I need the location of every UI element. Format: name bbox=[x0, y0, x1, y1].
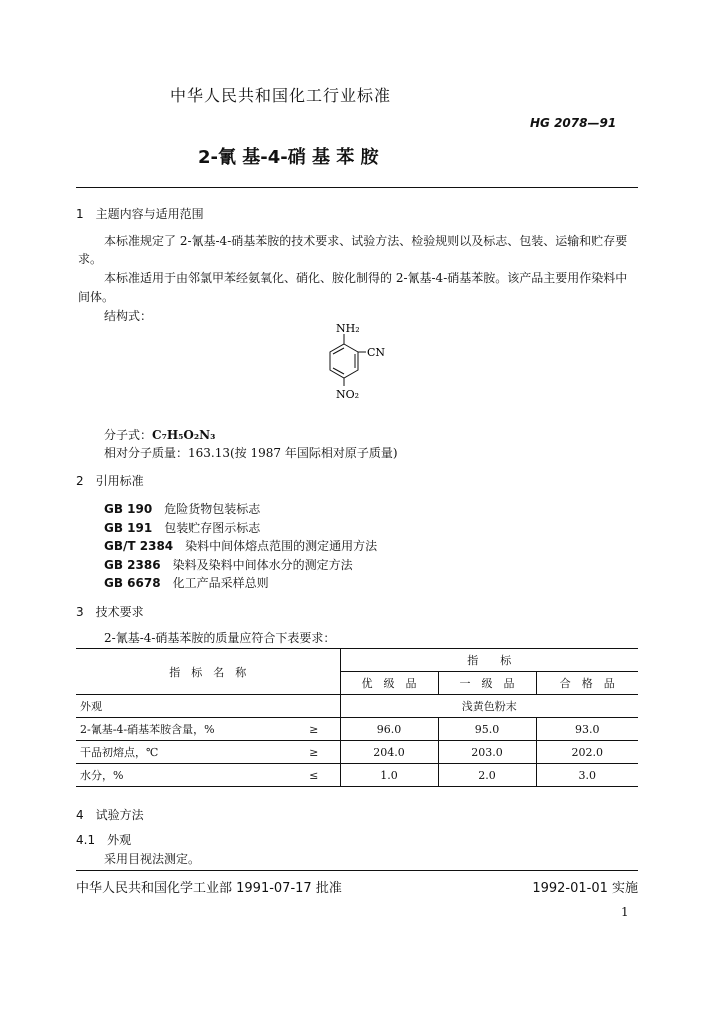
molecular-formula: C₇H₅O₂N₃ bbox=[152, 428, 216, 442]
row-name: 外观 bbox=[80, 700, 102, 713]
row-value: 202.0 bbox=[571, 745, 603, 759]
reference-name: 包装贮存图示标志 bbox=[164, 520, 261, 535]
section-4-1-text: 采用目视法测定。 bbox=[104, 852, 201, 866]
grade-premium: 优 级 品 bbox=[340, 672, 438, 695]
molecular-mass: 相对分子质量：163.13(按 1987 年国际相对原子质量) bbox=[104, 446, 398, 460]
document-title: 2-氰 基-4-硝 基 苯 胺 bbox=[198, 147, 379, 168]
reference-name: 染料中间体熔点范围的测定通用方法 bbox=[185, 539, 378, 553]
row-name: 干品初熔点，℃ bbox=[80, 746, 159, 759]
quality-table bbox=[76, 648, 638, 787]
reference-name: 危险货物包装标志 bbox=[164, 502, 261, 516]
standard-code: HG 2078—91 bbox=[530, 116, 617, 130]
section-1-para1-line1: 本标准规定了 2-氰基-4-硝基苯胺的技术要求、试验方法、检验规则以及标志、包装、运输和贮存要 bbox=[104, 234, 628, 248]
formula-line bbox=[104, 426, 215, 443]
cn-label: CN bbox=[367, 346, 386, 359]
table-row bbox=[76, 741, 638, 764]
row-value: 3.0 bbox=[578, 768, 596, 782]
row-value: 96.0 bbox=[340, 718, 438, 741]
reference-code: GB 190 bbox=[104, 502, 153, 516]
reference-name: 染料及染料中间体水分的测定方法 bbox=[172, 557, 353, 572]
row-op: ≥ bbox=[288, 741, 340, 764]
section-2-heading: 2 引用标准 bbox=[76, 474, 144, 488]
reference-code: GB 191 bbox=[104, 520, 153, 535]
reference-code: GB 2386 bbox=[104, 557, 161, 572]
structure-label: 结构式： bbox=[104, 309, 153, 323]
table-header-name: 指 标 名 称 bbox=[76, 649, 340, 695]
approval-line: 中华人民共和国化学工业部 1991-07-17 批准 bbox=[76, 881, 342, 896]
row-op: ≤ bbox=[288, 764, 340, 787]
row-name: 2-氰基-4-硝基苯胺含量，% bbox=[80, 723, 215, 736]
issuer-title: 中华人民共和国化工行业标准 bbox=[170, 86, 392, 105]
row-value: 95.0 bbox=[438, 718, 536, 741]
row-value: 1.0 bbox=[340, 764, 438, 787]
effective-date: 1992-01-01 实施 bbox=[532, 881, 638, 896]
section-4-heading: 4 试验方法 bbox=[76, 808, 144, 822]
reference-item bbox=[104, 556, 377, 575]
reference-item bbox=[104, 537, 377, 556]
grade-qualified: 合 格 品 bbox=[536, 672, 638, 695]
table-row bbox=[76, 764, 638, 787]
reference-code: GB/T 2384 bbox=[104, 539, 174, 553]
section-1-para1-line2: 求。 bbox=[78, 252, 103, 266]
table-intro: 2-氰基-4-硝基苯胺的质量应符合下表要求： bbox=[104, 631, 336, 645]
formula-label: 分子式： bbox=[104, 428, 153, 442]
reference-list bbox=[104, 500, 377, 593]
reference-item bbox=[104, 500, 377, 519]
row-op bbox=[288, 695, 340, 718]
no2-label: NO₂ bbox=[336, 388, 360, 401]
section-1-para2-line2: 间体。 bbox=[78, 290, 115, 304]
section-3-heading: 3 技术要求 bbox=[76, 605, 144, 619]
section-4-1-heading: 4.1 外观 bbox=[76, 833, 132, 847]
row-op: ≥ bbox=[288, 718, 340, 741]
reference-item bbox=[104, 574, 377, 593]
row-value: 204.0 bbox=[340, 741, 438, 764]
row-value: 2.0 bbox=[438, 764, 536, 787]
grade-first: 一 级 品 bbox=[438, 672, 536, 695]
reference-item bbox=[104, 519, 377, 538]
row-merged-value: 浅黄色粉末 bbox=[461, 700, 517, 713]
reference-name: 化工产品采样总则 bbox=[172, 576, 269, 590]
nh2-label: NH₂ bbox=[336, 322, 360, 335]
section-1-heading: 1 主题内容与适用范围 bbox=[76, 207, 204, 221]
page-number: 1 bbox=[621, 905, 629, 919]
row-value: 203.0 bbox=[438, 741, 536, 764]
header-rule bbox=[76, 187, 638, 188]
table-row bbox=[76, 695, 638, 718]
section-1-para2-line1: 本标准适用于由邻氯甲苯经氨氧化、硝化、胺化制得的 2-氰基-4-硝基苯胺。该产品主要用作染料中 bbox=[104, 271, 628, 285]
table-row bbox=[76, 718, 638, 741]
row-name: 水分，% bbox=[80, 769, 124, 782]
reference-code: GB 6678 bbox=[104, 576, 161, 590]
table-header-index: 指 标 bbox=[340, 649, 638, 672]
row-value: 93.0 bbox=[575, 722, 600, 736]
structural-formula bbox=[320, 318, 400, 408]
footer-rule bbox=[76, 870, 638, 871]
